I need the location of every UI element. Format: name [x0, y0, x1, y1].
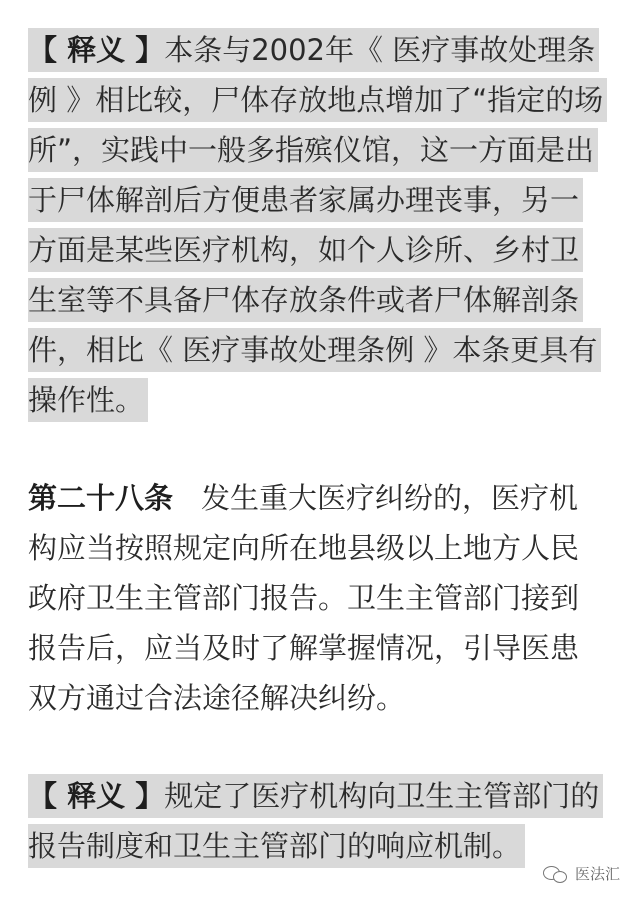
p3-line-2: 报告制度和卫生主管部门的响应机制。	[28, 824, 525, 868]
p1-line-5: 方面是某些医疗机构，如个人诊所、乡村卫	[28, 228, 583, 272]
p3-line-1-text: 规定了医疗机构向卫生主管部门的	[164, 779, 600, 813]
p2-line-1	[28, 476, 582, 520]
watermark	[543, 863, 620, 884]
p1-line-3: 所”，实践中一般多指殡仪馆，这一方面是出	[28, 128, 598, 172]
p1-line-6: 生室等不具备尸体存放条件或者尸体解剖条	[28, 278, 583, 322]
p1-line-2: 例 》相比较，尸体存放地点增加了“指定的场	[28, 78, 607, 122]
p1-prefix: 【 释义 】	[28, 33, 165, 67]
p1-line-8: 操作性。	[28, 378, 148, 422]
article-number: 第二十八条	[28, 481, 174, 515]
wechat-icon	[543, 865, 569, 883]
p2-line-4: 报告后，应当及时了解掌握情况，引导医患	[28, 631, 580, 665]
p3-line-1	[28, 774, 603, 818]
p2-line-5: 双方通过合法途径解决纠纷。	[28, 681, 406, 715]
watermark-text: 医法汇	[574, 865, 620, 883]
p2-line-1-text: 发生重大医疗纠纷的，医疗机	[201, 481, 579, 515]
p1-line-7: 件，相比《 医疗事故处理条例 》本条更具有	[28, 328, 601, 372]
p2-line-3: 政府卫生主管部门报告。卫生主管部门接到	[28, 581, 580, 615]
p1-line-1-text: 本条与2002年《 医疗事故处理条	[164, 33, 596, 67]
p2-line-2: 构应当按照规定向所在地县级以上地方人民	[28, 531, 580, 565]
p1-line-4: 于尸体解剖后方便患者家属办理丧事，另一	[28, 178, 583, 222]
p1-line-1	[28, 28, 599, 72]
p3-prefix: 【 释义 】	[28, 779, 165, 813]
